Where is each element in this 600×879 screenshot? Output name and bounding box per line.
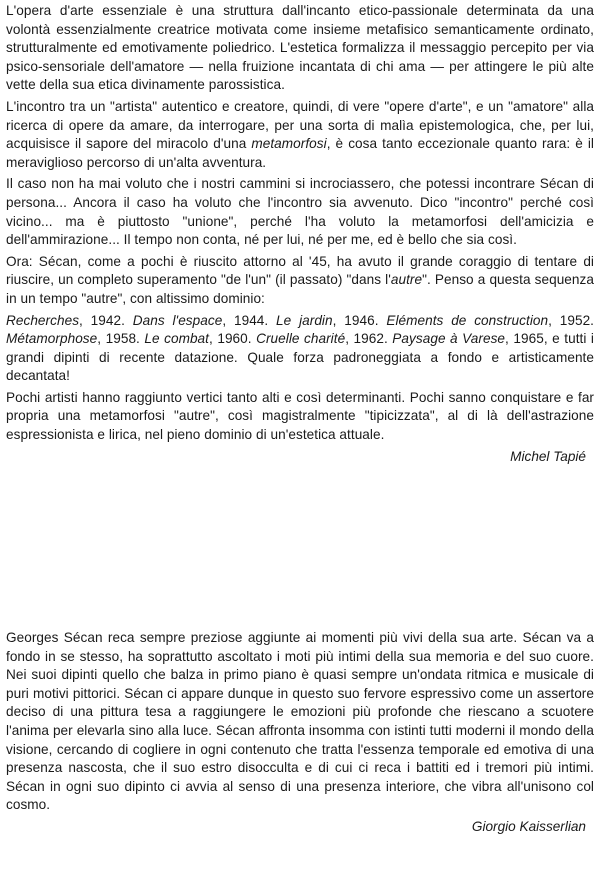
italic-title: autre <box>390 272 423 288</box>
essay-paragraph-5 <box>6 312 594 386</box>
text-run: L'incontro tra un "artista" autentico e creatore, quindi, di vere "opere d'arte", e un "amatore" alla ricerca di opere da amare, da interrogare, per una sorta di malìa epistemologica, che, per lui, acquisisce il sapore del miracolo d'una <box>6 98 594 152</box>
text-run: , 1942. <box>79 312 133 328</box>
essay-paragraph-4 <box>6 253 594 309</box>
text-run: , 1962. <box>345 331 393 347</box>
kaisserlian-essay <box>6 629 594 836</box>
italic-title: Dans l'espace <box>132 312 223 328</box>
italic-title: Cruelle charité <box>256 331 346 347</box>
text-run: , 1946. <box>332 312 387 328</box>
text-run: , 1965, e tutti i grandi dipinti di recente datazione. Quale forza padroneggiata a fondo e artisticamente decantata! <box>6 331 594 384</box>
essay-paragraph-3 <box>6 175 594 249</box>
text-run: , 1958. <box>97 331 145 347</box>
signature-kaisserlian: Giorgio Kaisserlian <box>471 818 586 834</box>
text-run: Ora: Sécan, come a pochi è riuscito attorno al '45, ha avuto il grande coraggio di tentare di riuscire, un completo superamento "de l'un" (il passato) "dans l' <box>6 253 594 288</box>
essay-paragraph-1 <box>6 2 594 95</box>
text-run: ". Penso a questa sequenza in un tempo "autre", con altissimo dominio: <box>6 272 594 306</box>
text-run: , 1960. <box>209 331 257 347</box>
italic-title: Le combat <box>144 331 209 347</box>
italic-title: Paysage à Varese <box>392 331 506 347</box>
essay-paragraph-6 <box>6 389 594 445</box>
text-run: L'opera d'arte essenziale è una struttura dall'incanto etico-passionale determinata da una volontà essenzialmente creatrice motivata come insieme metafisico semanticamente ordinato, strutturalmente ed emotivamente poliedrico. L'estetica formalizza il messaggio percepito per via psico-sensoriale dell'amatore — nella fruizione incantata di chi ama — per attingere le più alte vette della sua etica divinamente parossistica. <box>6 3 594 93</box>
text-run: , 1952. <box>548 312 595 328</box>
italic-title: Recherches <box>6 312 80 328</box>
signature-tapie: Michel Tapié <box>510 448 586 464</box>
text-run: Pochi artisti hanno raggiunto vertici tanto alti e così determinanti. Pochi sanno conquistare e far propria una metamorfosi "autre", così magistralmente "tipicizzata", al di là dell'astrazione espressionista e lirica, nel pieno dominio di un'estetica attuale. <box>6 389 594 443</box>
italic-title: metamorfosi <box>251 136 327 152</box>
essay-paragraph-2 <box>6 98 594 172</box>
text-run: , è cosa tanto eccezionale quanto rara: è il meraviglioso percorso di un'alta avventura. <box>6 136 594 170</box>
italic-title: Le jardin <box>276 312 333 328</box>
text-run: Il caso non ha mai voluto che i nostri cammini si incrociassero, che potessi incontrare Sécan di persona... Ancora il caso ha voluto che l'incontro sia avvenuto. Dico "incontro" perché così vicino... ma è piuttosto "unione", perché l'ha voluto la metamorfosi dell'amicizia e dell'ammirazione... Il tempo non conta, né per lui, né per me, ed è bello che sia così. <box>6 176 594 248</box>
tapie-essay <box>6 2 594 466</box>
text-run: , 1944. <box>222 312 277 328</box>
text-run: Georges Sécan reca sempre preziose aggiunte ai momenti più vivi della sua arte. Sécan va a fondo in se stesso, ha soprattutto ascoltato i moti più intimi della sua memoria e del suo cuore. Nei suoi dipinti quello che balza in primo piano è quasi sempre un'ondata ritmica e musicale di puri motivi pittorici. Sécan ci appare dunque in questo suo fervore espressivo come un assertore deciso di una pittura tesa a raggiungere le emozioni più profonde che riescano a scuotere l'anima per elevarla sino alla luce. Sécan affronta insomma con istinti tutti moderni il mondo della visione, cercando di cogliere in ogni contenuto che tratta l'essenza temporale ed emotiva di una presenza nascosta, che il suo estro disocculta e di cui ci reca i battiti ed i tremori più intimi. Sécan in ogni suo dipinto ci avvia al senso di una presenza interiore, che vibra all'unisono col cosmo. <box>6 630 594 813</box>
essay-paragraph-7 <box>6 629 594 815</box>
italic-title: Métamorphose <box>6 331 98 347</box>
italic-title: Eléments de construction <box>386 312 549 328</box>
